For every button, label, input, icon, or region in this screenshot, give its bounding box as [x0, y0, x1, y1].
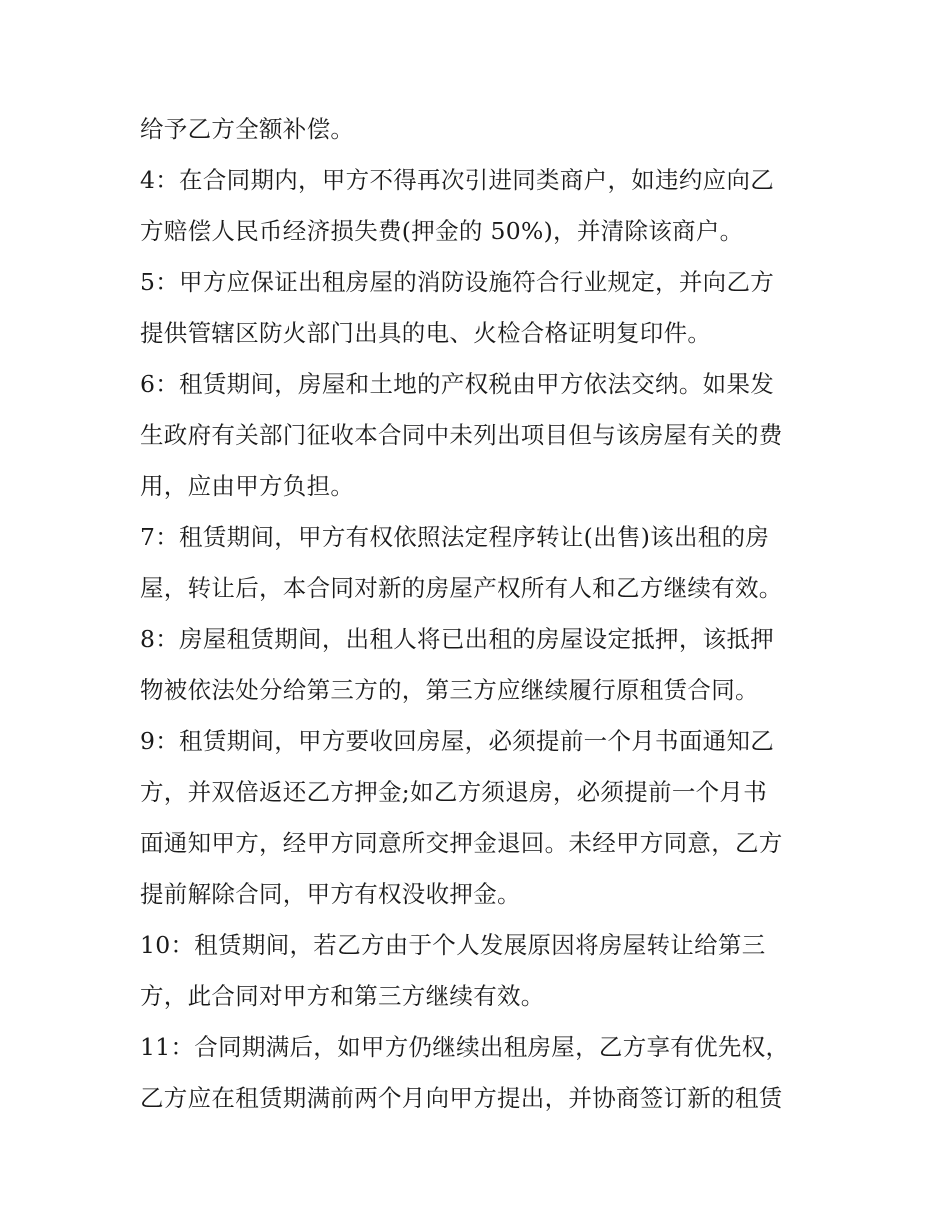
text-line: 方赔偿人民币经济损失费(押金的 50%)，并清除该商户。: [140, 217, 744, 245]
text-line: 提前解除合同，甲方有权没收押金。: [140, 880, 521, 908]
text-line: 方，并双倍返还乙方押金;如乙方须退房，必须提前一个月书: [140, 778, 768, 806]
text-line: 物被依法处分给第三方的，第三方应继续履行原租赁合同。: [140, 676, 759, 704]
text-line: 乙方应在租赁期满前两个月向甲方提出，并协商签订新的租赁: [140, 1084, 783, 1112]
text-line: 用，应由甲方负担。: [140, 472, 355, 500]
text-line: 7：租赁期间，甲方有权依照法定程序转让(出售)该出租的房: [140, 523, 770, 551]
text-line: 10：租赁期间，若乙方由于个人发展原因将房屋转让给第三: [140, 931, 766, 959]
document-body: [140, 104, 830, 1124]
text-line: 给予乙方全额补偿。: [140, 115, 355, 143]
text-line: 9：租赁期间，甲方要收回房屋，必须提前一个月书面通知乙: [140, 727, 775, 755]
text-line: 8：房屋租赁期间，出租人将已出租的房屋设定抵押，该抵押: [140, 625, 775, 653]
text-line: 4：在合同期内，甲方不得再次引进同类商户，如违约应向乙: [140, 166, 775, 194]
text-line: 面通知甲方，经甲方同意所交押金退回。未经甲方同意，乙方: [140, 829, 783, 857]
text-line: 方，此合同对甲方和第三方继续有效。: [140, 982, 545, 1010]
text-line: 屋，转让后，本合同对新的房屋产权所有人和乙方继续有效。: [140, 574, 783, 602]
text-line: 提供管辖区防火部门出具的电、火检合格证明复印件。: [140, 319, 712, 347]
text-line: 生政府有关部门征收本合同中未列出项目但与该房屋有关的费: [140, 421, 783, 449]
text-line: 11：合同期满后，如甲方仍继续出租房屋，乙方享有优先权，: [140, 1033, 790, 1061]
text-line: 6：租赁期间，房屋和土地的产权税由甲方依法交纳。如果发: [140, 370, 775, 398]
text-line: 5：甲方应保证出租房屋的消防设施符合行业规定，并向乙方: [140, 268, 775, 296]
